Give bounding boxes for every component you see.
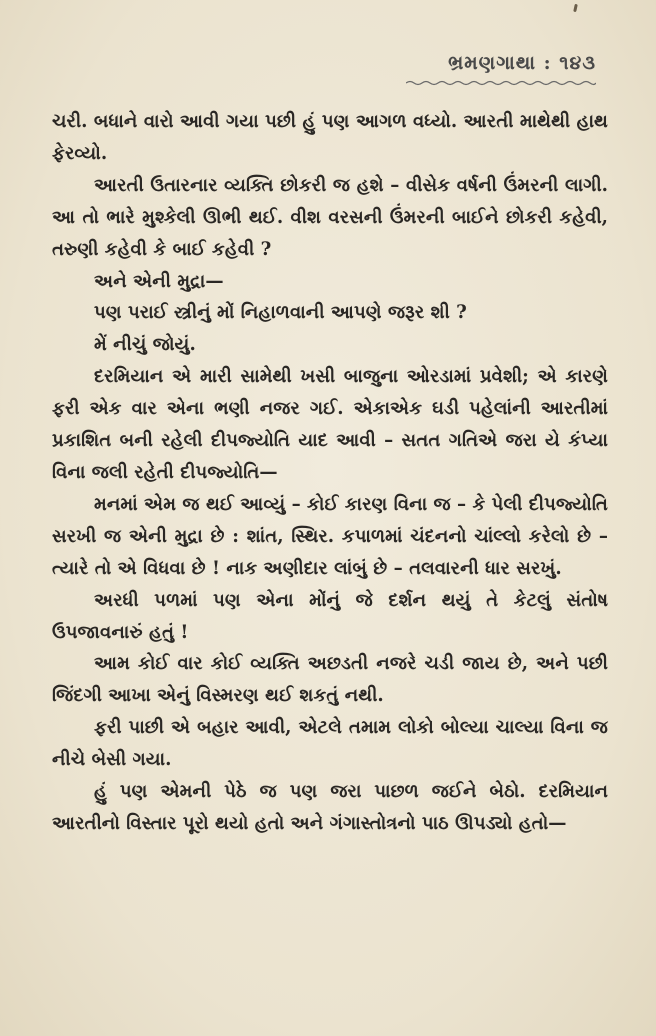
paragraph: મનમાં એમ જ થઈ આવ્યું – કોઈ કારણ વિના જ – કે પેલી દીપજ્યોતિ સરખી જ એની મુદ્રા છે : શાંત, સ્થિર. કપાળમાં ચંદનનો ચાંલ્લો કરેલો છે – ત્યારે તો એ વિધવા છે ! નાક અણીદાર લાંબું છે – તલવારની ધાર સરખું.: [52, 493, 608, 579]
body-text: [52, 106, 608, 840]
paragraph: ચરી. બધાને વારો આવી ગયા પછી હું પણ આગળ વધ્યો. આરતી માથેથી હાથ ફેરવ્યો.: [52, 111, 608, 164]
paragraph: હું પણ એમની પેઠે જ પણ જરા પાછળ જઈને બેઠો. દરમિયાન આરતીનો વિસ્તાર પૂરો થયો હતો અને ગંગાસ્તોત્રનો પાઠ ઊપડ્યો હતો—: [52, 781, 608, 834]
header-wavy-rule: [406, 80, 596, 86]
paragraph: ફરી પાછી એ બહાર આવી, એટલે તમામ લોકો બોલ્યા ચાલ્યા વિના જ નીચે બેસી ગયા.: [52, 717, 608, 771]
paragraph: દરમિયાન એ મારી સામેથી ખસી બાજુના ઓરડામાં પ્રવેશી; એ કારણે ફરી એક વાર એના ભણી નજર ગઈ. એકાએક ઘડી પહેલાંની આરતીમાં પ્રકાશિત બની રહેલી દીપજ્યોતિ યાદ આવી – સતત ગતિએ જરા યે કંપ્યા વિના જલી રહેતી દીપજ્યોતિ—: [52, 366, 608, 483]
paragraph: અને એની મુદ્રા—: [94, 270, 224, 292]
paragraph: આમ કોઈ વાર કોઈ વ્યક્તિ અછડતી નજરે ચડી જાય છે, અને પછી જિંદગી આખા એનું વિસ્મરણ થઈ શકતું નથી.: [52, 653, 608, 707]
paragraph: પણ પરાઈ સ્ત્રીનું મોં નિહાળવાની આપણે જરૂર શી ?: [94, 302, 467, 324]
ink-speck: [573, 4, 578, 12]
paragraph: મેં નીચું જોયું.: [94, 334, 196, 356]
running-header: ભ્રમણગાથા : ૧૪૩: [448, 52, 596, 74]
paragraph: આરતી ઉતારનાર વ્યક્તિ છોકરી જ હશે – વીસેક વર્ષની ઉંમરની લાગી. આ તો ભારે મુશ્કેલી ઊભી થઈ. વીશ વરસની ઉંમરની બાઈને છોકરી કહેવી, તરુણી કહેવી કે બાઈ કહેવી ?: [52, 174, 608, 260]
paragraph: અરધી પળમાં પણ એના મોંનું જે દર્શન થયું તે કેટલું સંતોષ ઉપજાવનારું હતું !: [52, 589, 608, 643]
